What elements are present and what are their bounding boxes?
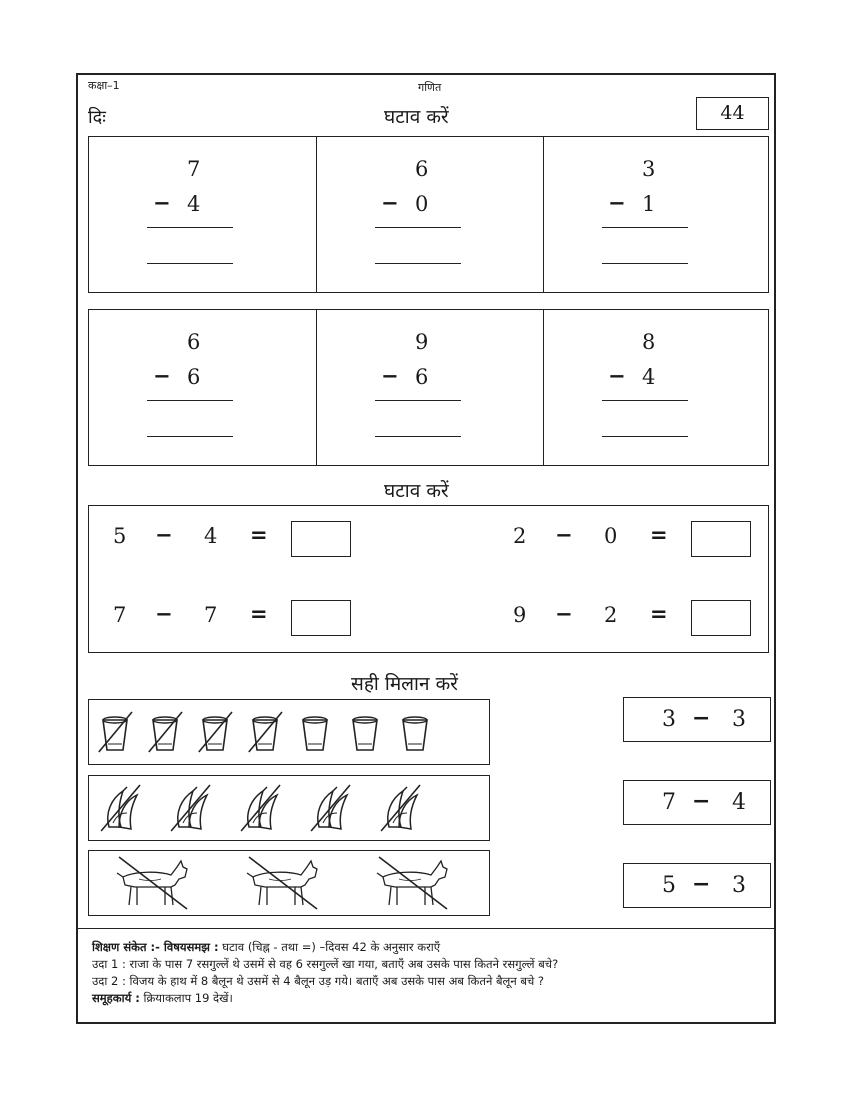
glass-icon — [247, 710, 283, 754]
minuend: 7 — [187, 157, 201, 181]
answer-line[interactable] — [602, 436, 688, 437]
equation-4 — [513, 603, 753, 641]
minuend: 8 — [642, 330, 656, 354]
operand-a: 7 — [662, 790, 676, 815]
operand-a: 2 — [513, 524, 527, 548]
subtrahend: 1 — [642, 192, 656, 216]
result-line — [147, 400, 233, 401]
minus-sign: − — [692, 706, 711, 731]
equation-1 — [113, 524, 353, 562]
minus-sign: − — [381, 191, 399, 215]
result-line — [147, 227, 233, 228]
equals-sign: = — [250, 602, 268, 626]
banana-icon — [239, 783, 281, 833]
vertical-problems-row-2 — [88, 309, 769, 466]
answer-line[interactable] — [375, 263, 461, 264]
answer-line[interactable] — [147, 263, 233, 264]
glass-icon — [197, 710, 233, 754]
minus-sign: − — [153, 191, 171, 215]
equals-sign: = — [250, 523, 268, 547]
glass-icon — [147, 710, 183, 754]
minus-sign: − — [153, 364, 171, 388]
expression-box-3[interactable] — [623, 863, 771, 908]
example-1: उदा 1 : राजा के पास 7 रसगुल्लें थे उसमें से वह 6 रसगुल्लें खा गया, बताएँ अब उसके पास कितने रसगुल्लें बचे? — [92, 957, 559, 971]
vertical-problem-5 — [316, 310, 544, 465]
minus-sign: − — [555, 602, 573, 626]
subject-label: गणित — [418, 81, 442, 94]
vertical-problem-1 — [89, 137, 316, 292]
answer-line[interactable] — [147, 436, 233, 437]
banana-icon — [379, 783, 421, 833]
operand-a: 9 — [513, 603, 527, 627]
picture-row-1[interactable] — [88, 699, 490, 765]
expression-box-2[interactable] — [623, 780, 771, 825]
class-label: कक्षा–1 — [88, 79, 120, 92]
equals-sign: = — [650, 602, 668, 626]
operand-b: 4 — [204, 524, 218, 548]
operand-b: 7 — [204, 603, 218, 627]
glass-icon — [97, 710, 133, 754]
expression-box-1[interactable] — [623, 697, 771, 742]
equation-3 — [113, 603, 353, 641]
teaching-hint-label: शिक्षण संकेत :- विषयसमझ : — [92, 940, 219, 954]
page-title: घटाव करें — [384, 106, 449, 128]
minus-sign: − — [608, 191, 626, 215]
teaching-hint-text: घटाव (चिह्न - तथा =) –दिवस 42 के अनुसार कराएँ — [222, 940, 441, 954]
subtrahend: 4 — [187, 192, 201, 216]
goat-icon — [245, 855, 321, 911]
minus-sign: − — [155, 523, 173, 547]
vertical-problem-3 — [543, 137, 771, 292]
vertical-problem-4 — [89, 310, 316, 465]
operand-a: 5 — [113, 524, 127, 548]
picture-row-3[interactable] — [88, 850, 490, 916]
group-work-label: समूहकार्य : — [92, 991, 140, 1005]
section3-title: सही मिलान करें — [351, 673, 458, 695]
minus-sign: − — [555, 523, 573, 547]
teacher-notes — [92, 939, 772, 1007]
minuend: 3 — [642, 157, 656, 181]
result-line — [375, 227, 461, 228]
minus-sign: − — [381, 364, 399, 388]
vertical-problem-2 — [316, 137, 544, 292]
picture-row-2[interactable] — [88, 775, 490, 841]
operand-b: 4 — [732, 790, 746, 815]
answer-line[interactable] — [602, 263, 688, 264]
answer-box[interactable] — [291, 521, 351, 557]
operand-b: 0 — [604, 524, 618, 548]
page-number: 44 — [696, 97, 769, 130]
answer-box[interactable] — [691, 521, 751, 557]
banana-icon — [99, 783, 141, 833]
operand-a: 7 — [113, 603, 127, 627]
operand-a: 5 — [662, 873, 676, 898]
subtrahend: 4 — [642, 365, 656, 389]
goat-icon — [375, 855, 451, 911]
minus-sign: − — [692, 872, 711, 897]
date-label: दिः — [88, 107, 106, 128]
minus-sign: − — [155, 602, 173, 626]
section2-title: घटाव करें — [384, 480, 449, 502]
banana-icon — [309, 783, 351, 833]
banana-icon — [169, 783, 211, 833]
result-line — [375, 400, 461, 401]
glass-icon — [347, 710, 383, 754]
vertical-problem-6 — [543, 310, 771, 465]
horizontal-problems-box — [88, 505, 769, 653]
group-work-text: क्रियाकलाप 19 देखें। — [143, 991, 233, 1005]
minuend: 6 — [415, 157, 429, 181]
subtrahend: 0 — [415, 192, 429, 216]
worksheet-page — [76, 73, 776, 1024]
subtrahend: 6 — [415, 365, 429, 389]
answer-line[interactable] — [375, 436, 461, 437]
result-line — [602, 227, 688, 228]
minus-sign: − — [692, 789, 711, 814]
goat-icon — [115, 855, 191, 911]
glass-icon — [297, 710, 333, 754]
equation-2 — [513, 524, 753, 562]
example-2: उदा 2 : विजय के हाथ में 8 बैलून थे उसमें से 4 बैलून उड़ गये। बताएँ अब उसके पास अब कितने बैलून बचे ? — [92, 974, 545, 988]
glass-icon — [397, 710, 433, 754]
operand-b: 2 — [604, 603, 618, 627]
operand-a: 3 — [662, 707, 676, 732]
answer-box[interactable] — [291, 600, 351, 636]
operand-b: 3 — [732, 873, 746, 898]
minus-sign: − — [608, 364, 626, 388]
vertical-problems-row-1 — [88, 136, 769, 293]
operand-b: 3 — [732, 707, 746, 732]
answer-box[interactable] — [691, 600, 751, 636]
footer-divider — [78, 928, 774, 929]
minuend: 6 — [187, 330, 201, 354]
equals-sign: = — [650, 523, 668, 547]
subtrahend: 6 — [187, 365, 201, 389]
result-line — [602, 400, 688, 401]
minuend: 9 — [415, 330, 429, 354]
